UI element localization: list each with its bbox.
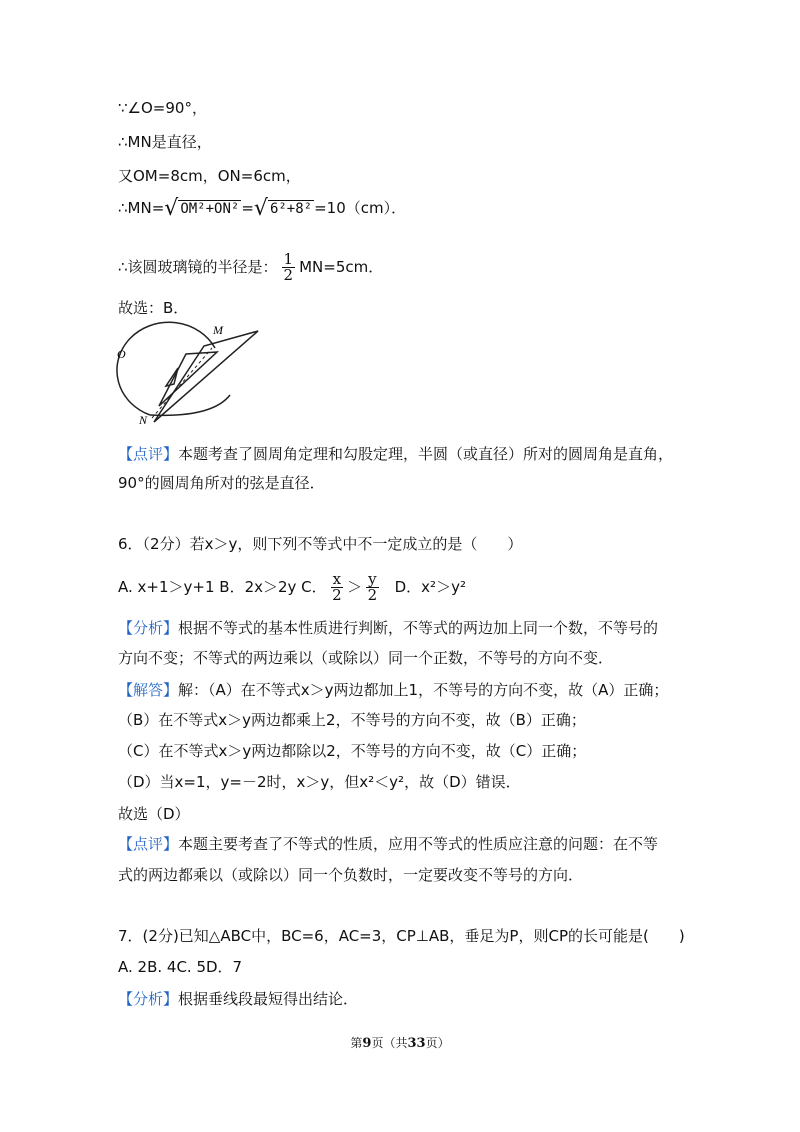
comment5-line-2: 90°的圆周角所对的弦是直径． bbox=[118, 474, 325, 492]
q6-answer-line-4: （D）当x=1，y=－2时，x＞y，但x²＜y²，故（D）错误． bbox=[118, 773, 521, 791]
mn-result: =10（cm）． bbox=[314, 199, 407, 217]
label-m: M bbox=[213, 323, 223, 337]
comment-tag: 【点评】 bbox=[118, 445, 179, 463]
analysis-tag: 【分析】 bbox=[118, 990, 179, 1008]
page-number: 9 bbox=[362, 1036, 372, 1051]
analysis-tag: 【分析】 bbox=[118, 619, 179, 637]
fraction-y-2: $\frac{y}{2}$ bbox=[367, 570, 378, 604]
label-n: N bbox=[139, 413, 148, 427]
q6-stem: 6．（2分）若x＞y，则下列不等式中不一定成立的是（ ） bbox=[118, 535, 523, 553]
label-o: O bbox=[117, 347, 126, 361]
q6-analysis-line-1: 【分析】根据不等式的基本性质进行判断，不等式的两边加上同一个数，不等号的 bbox=[118, 619, 659, 637]
fraction-one-half: $\frac{1}{2}$ bbox=[283, 250, 294, 284]
equals-sign: = bbox=[241, 199, 254, 217]
fraction-x-2: $\frac{x}{2}$ bbox=[332, 570, 342, 604]
q6-answer-line-2: （B）在不等式x＞y两边都乘上2，不等号的方向不变，故（B）正确； bbox=[118, 711, 586, 729]
radius-prefix: ∴该圆玻璃镜的半径是： bbox=[118, 258, 278, 276]
q7-analysis-line-1: 【分析】根据垂线段最短得出结论． bbox=[118, 990, 359, 1008]
mn-prefix: ∴MN= bbox=[118, 199, 165, 217]
sqrt-om-on: √ OM²+ON² bbox=[164, 196, 240, 221]
q6-answer-line-3: （C）在不等式x＞y两边都除以2，不等号的方向不变，故（C）正确； bbox=[118, 742, 587, 760]
q6-comment-line-2: 式的两边都乘以（或除以）同一个负数时，一定要改变不等号的方向． bbox=[118, 866, 584, 884]
comment-tag: 【点评】 bbox=[118, 835, 179, 853]
q6-answer-line-1: 【解答】解：（A）在不等式x＞y两边都加上1，不等号的方向不变，故（A）正确； bbox=[118, 681, 669, 699]
q6-choose: 故选（D） bbox=[118, 805, 190, 823]
sqrt-6-8: √ 6²+8² bbox=[253, 196, 313, 221]
radius-result: MN=5cm． bbox=[299, 258, 384, 276]
solution-line-2: ∴MN是直径， bbox=[118, 133, 212, 151]
q7-stem: 7．(2分)已知△ABC中，BC=6，AC=3，CP⊥AB，垂足为P，则CP的长可能是( ) bbox=[118, 927, 685, 945]
page-total: 33 bbox=[407, 1036, 426, 1051]
q6-comment-line-1: 【点评】本题主要考查了不等式的性质，应用不等式的性质应注意的问题：在不等 bbox=[118, 835, 659, 853]
solution-line-4 bbox=[118, 198, 406, 219]
answer-tag: 【解答】 bbox=[118, 681, 179, 699]
solution-line-5 bbox=[118, 252, 383, 283]
q6-options: A. x+1＞y+1 B．2x＞2y C． $\frac{x}{2}$ ＞ $\frac{y}{2}$ D．x²＞y² bbox=[118, 570, 466, 604]
page-footer: 第9页（共33页） bbox=[350, 1036, 450, 1051]
geometry-figure bbox=[112, 318, 272, 428]
solution-line-1: ∵∠O=90°， bbox=[118, 99, 207, 117]
q7-options: A. 2B. 4C. 5D．7 bbox=[118, 958, 243, 976]
q6-analysis-line-2: 方向不变；不等式的两边乘以（或除以）同一个正数，不等号的方向不变． bbox=[118, 649, 614, 667]
comment5-line-1: 【点评】本题考查了圆周角定理和勾股定理，半圆（或直径）所对的圆周角是直角， bbox=[118, 445, 674, 463]
solution-line-3: 又OM=8cm，ON=6cm， bbox=[118, 167, 301, 185]
solution-line-6: 故选：B． bbox=[118, 299, 189, 317]
